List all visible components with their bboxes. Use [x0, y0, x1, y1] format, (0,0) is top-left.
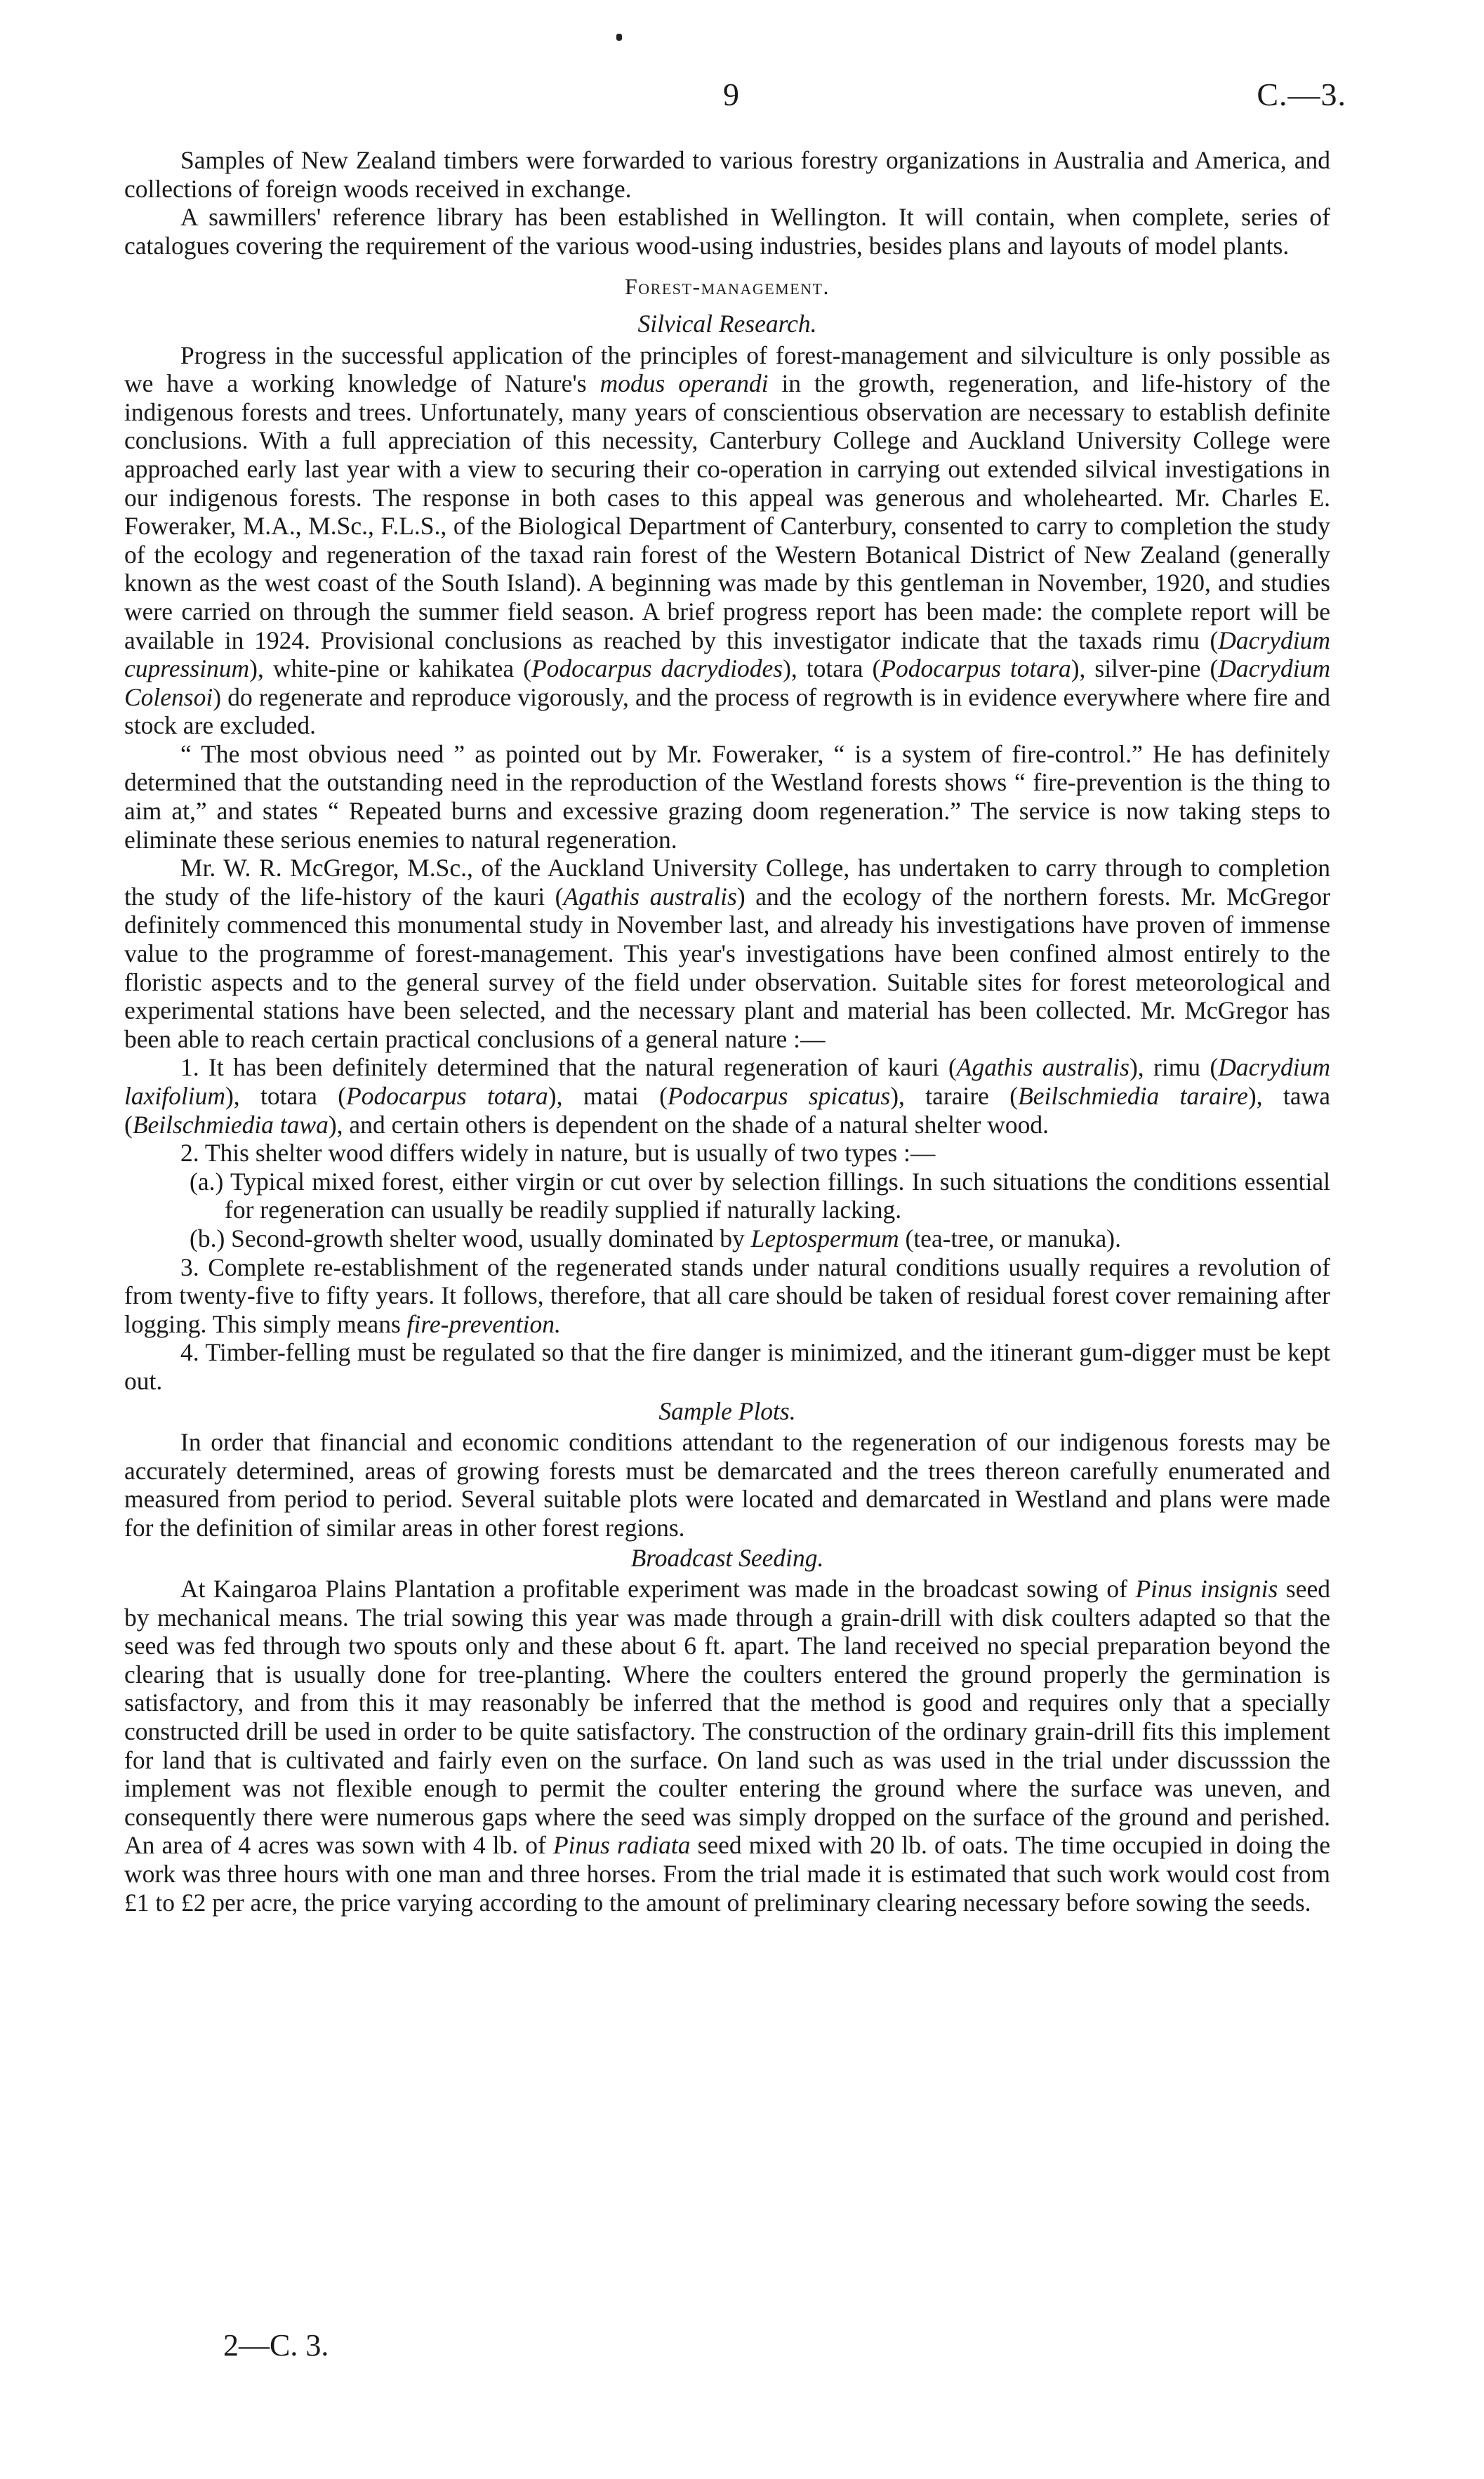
paragraph: Progress in the successful application of the principles of forest-management and silviculture is only possible as we have a working knowledge of Nature's modus operandi in the growth, regeneration, and life-history of the indigenous forests and trees. Unfortunately, many years of conscientious observation are necessary to establish definite conclusions. With a full appreciation of this necessity, Canterbury College and Auckland University College were approached early last year with a view to securing their co-operation in carrying out extended silvical investigations in our indigenous forests. The response in both cases to this appeal was generous and wholehearted. Mr. Charles E. Foweraker, M.A., M.Sc., F.L.S., of the Biological Department of Canterbury, consented to carry to completion the study of the ecology and regeneration of the taxad rain forest of the Western Botanical District of New Zealand (generally known as the west coast of the South Island). A beginning was made by this gentleman in November, 1920, and studies were carried on through the summer field season. A brief progress report has been made: the complete report will be available in 1924. Provisional conclusions as reached by this investigator indicate that the taxads rimu (Dacrydium cupressinum), white-pine or kahikatea (Podocarpus dacrydiodes), totara (Podocarpus totara), silver-pine (Dacrydium Colensoi) do regenerate and reproduce vigorously, and the process of regrowth is in evidence everywhere where fire and stock are excluded. [124, 341, 1331, 740]
list-item: 4. Timber-felling must be regulated so that the fire danger is minimized, and the itinerant gum-digger must be kept out. [124, 1338, 1330, 1395]
report-code: C.—3. [1257, 77, 1346, 112]
paragraph: A sawmillers' reference library has been established in Wellington. It will contain, when complete, series of catalogues covering the requirement of the various wood-using industries, besides plans and layouts of model plants. [124, 203, 1330, 260]
paragraph: Samples of New Zealand timbers were forwarded to various forestry organizations in Australia and America, and collections of foreign woods received in exchange. [124, 146, 1330, 203]
list-item: 1. It has been definitely determined that the natural regeneration of kauri (Agathis australis), rimu (Dacrydium laxifolium), totara (Podocarpus totara), matai (Podocarpus spicatus), taraire (Beilschmiedia taraire), tawa (Beilschmiedia tawa), and certain others is dependent on the shade of a natural shelter wood. [124, 1053, 1330, 1139]
paragraph: In order that financial and economic conditions attendant to the regeneration of our indigenous forests may be accurately determined, areas of growing forests must be demarcated and the trees thereon carefully enumerated and measured from period to period. Several suitable plots were located and demarcated in Westland and plans were made for the definition of similar areas in other forest regions. [124, 1428, 1330, 1542]
subheading: Silvical Research. [637, 309, 817, 338]
list-item: 2. This shelter wood differs widely in nature, but is usually of two types :— [180, 1139, 936, 1168]
subheading: Sample Plots. [658, 1396, 796, 1425]
page-number: 9 [723, 77, 739, 112]
subheading: Broadcast Seeding. [630, 1543, 824, 1572]
body-text [124, 146, 1330, 1917]
paragraph: Mr. W. R. McGregor, M.Sc., of the Auckland University College, has undertaken to carry through to completion the study of the life-history of the kauri (Agathis australis) and the ecology of the northern forests. Mr. McGregor definitely commenced this monumental study in November last, and already his investigations have proven of immense value to the programme of forest-management. This year's investigations have been confined almost entirely to the floristic aspects and to the general survey of the field under observation. Suitable sites for forest meteorological and experimental stations have been selected, and the necessary plant and material has been collected. Mr. McGregor has been able to reach certain practical conclusions of a general nature :— [124, 854, 1330, 1053]
signature-mark: 2—C. 3. [223, 2328, 329, 2362]
sub-list-item: (a.) Typical mixed forest, either virgin or cut over by selection fillings. In such situations the conditions essential for regeneration can usually be readily supplied if naturally lacking. [190, 1167, 1330, 1224]
list-item: 3. Complete re-establishment of the regenerated stands under natural conditions usually requires a revolution of from twenty-five to fifty years. It follows, therefore, that all care should be taken of residual forest cover remaining after logging. This simply means fire-prevention. [124, 1252, 1330, 1338]
sub-list-item: (b.) Second-growth shelter wood, usually dominated by Leptospermum (tea-tree, or manuka). [190, 1224, 1121, 1252]
ink-dot [616, 34, 622, 41]
section-heading: Forest-management. [624, 274, 830, 300]
paragraph: At Kaingaroa Plains Plantation a profitable experiment was made in the broadcast sowing of Pinus insignis seed by mechanical means. The trial sowing this year was made through a grain-drill with disk coulters adapted so that the seed was fed through two spouts only and these about 6 ft. apart. The land received no special preparation beyond the clearing that is usually done for tree-planting. Where the coulters entered the ground properly the germination is satisfactory, and from this it may reasonably be inferred that the method is good and requires only that a specially constructed drill be used in order to be quite satisfactory. The construction of the ordinary grain-drill fits this implement for land that is cultivated and fairly even on the surface. On land such as was used in the trial under discusssion the implement was not flexible enough to permit the coulter entering the ground where the surface was uneven, and consequently there were numerous gaps where the seed was simply dropped on the surface of the ground and perished. An area of 4 acres was sown with 4 lb. of Pinus radiata seed mixed with 20 lb. of oats. The time occupied in doing the work was three hours with one man and three horses. From the trial made it is estimated that such work would cost from £1 to £2 per acre, the price varying according to the amount of preliminary clearing necessary before sowing the seeds. [124, 1575, 1331, 1917]
paragraph: “ The most obvious need ” as pointed out by Mr. Foweraker, “ is a system of fire-control.” He has definitely determined that the outstanding need in the reproduction of the Westland forests shows “ fire-prevention is the thing to aim at,” and states “ Repeated burns and excessive grazing doom regeneration.” The service is now taking steps to eliminate these serious enemies to natural regeneration. [124, 739, 1330, 854]
